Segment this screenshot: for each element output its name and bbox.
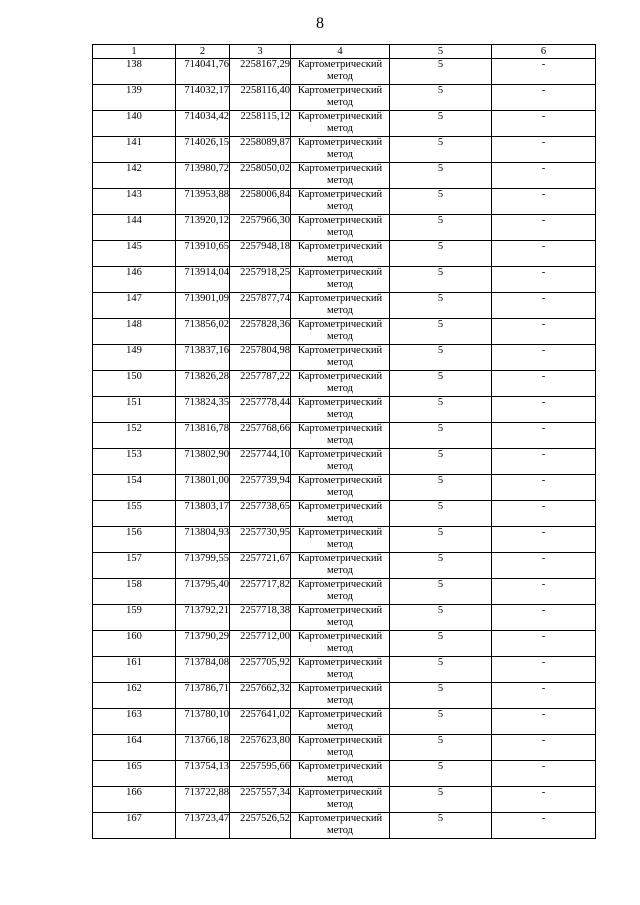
point-number-cell: 157 xyxy=(93,553,176,579)
method-cell: Картометрический метод xyxy=(291,59,390,85)
table-row xyxy=(93,553,596,579)
y-coordinate-cell: 2257787,22 xyxy=(230,371,291,397)
method-cell: Картометрический метод xyxy=(291,449,390,475)
point-number-cell: 138 xyxy=(93,59,176,85)
accuracy-cell: 5 xyxy=(390,761,492,787)
table-row xyxy=(93,761,596,787)
description-cell: - xyxy=(492,657,596,683)
method-cell: Картометрический метод xyxy=(291,631,390,657)
y-coordinate-cell: 2257662,32 xyxy=(230,683,291,709)
method-cell: Картометрический метод xyxy=(291,423,390,449)
description-cell: - xyxy=(492,319,596,345)
accuracy-cell: 5 xyxy=(390,657,492,683)
x-coordinate-cell: 713824,35 xyxy=(176,397,230,423)
accuracy-cell: 5 xyxy=(390,371,492,397)
accuracy-cell: 5 xyxy=(390,709,492,735)
x-coordinate-cell: 713980,72 xyxy=(176,163,230,189)
y-coordinate-cell: 2257595,66 xyxy=(230,761,291,787)
description-cell: - xyxy=(492,241,596,267)
x-coordinate-cell: 713784,08 xyxy=(176,657,230,683)
method-cell: Картометрический метод xyxy=(291,293,390,319)
x-coordinate-cell: 713856,02 xyxy=(176,319,230,345)
accuracy-cell: 5 xyxy=(390,527,492,553)
point-number-cell: 156 xyxy=(93,527,176,553)
method-cell: Картометрический метод xyxy=(291,397,390,423)
method-cell: Картометрический метод xyxy=(291,579,390,605)
method-cell: Картометрический метод xyxy=(291,267,390,293)
table-row xyxy=(93,189,596,215)
y-coordinate-cell: 2257623,80 xyxy=(230,735,291,761)
x-coordinate-cell: 713920,12 xyxy=(176,215,230,241)
point-number-cell: 158 xyxy=(93,579,176,605)
description-cell: - xyxy=(492,163,596,189)
y-coordinate-cell: 2257641,02 xyxy=(230,709,291,735)
accuracy-cell: 5 xyxy=(390,293,492,319)
x-coordinate-cell: 713790,29 xyxy=(176,631,230,657)
y-coordinate-cell: 2257526,52 xyxy=(230,813,291,839)
accuracy-cell: 5 xyxy=(390,553,492,579)
y-coordinate-cell: 2257877,74 xyxy=(230,293,291,319)
point-number-cell: 164 xyxy=(93,735,176,761)
description-cell: - xyxy=(492,59,596,85)
column-header: 5 xyxy=(390,45,492,59)
method-cell: Картометрический метод xyxy=(291,215,390,241)
description-cell: - xyxy=(492,293,596,319)
x-coordinate-cell: 713837,16 xyxy=(176,345,230,371)
column-header: 6 xyxy=(492,45,596,59)
description-cell: - xyxy=(492,85,596,111)
method-cell: Картометрический метод xyxy=(291,85,390,111)
x-coordinate-cell: 713786,71 xyxy=(176,683,230,709)
point-number-cell: 161 xyxy=(93,657,176,683)
point-number-cell: 151 xyxy=(93,397,176,423)
y-coordinate-cell: 2257738,65 xyxy=(230,501,291,527)
table-row xyxy=(93,631,596,657)
point-number-cell: 159 xyxy=(93,605,176,631)
point-number-cell: 166 xyxy=(93,787,176,813)
point-number-cell: 140 xyxy=(93,111,176,137)
description-cell: - xyxy=(492,397,596,423)
y-coordinate-cell: 2257918,25 xyxy=(230,267,291,293)
table-row xyxy=(93,813,596,839)
description-cell: - xyxy=(492,813,596,839)
table-row xyxy=(93,319,596,345)
method-cell: Картометрический метод xyxy=(291,137,390,163)
x-coordinate-cell: 713816,78 xyxy=(176,423,230,449)
x-coordinate-cell: 713795,40 xyxy=(176,579,230,605)
table-row xyxy=(93,579,596,605)
description-cell: - xyxy=(492,215,596,241)
point-number-cell: 163 xyxy=(93,709,176,735)
description-cell: - xyxy=(492,761,596,787)
table-row xyxy=(93,501,596,527)
table-row xyxy=(93,85,596,111)
table-body xyxy=(93,59,596,839)
method-cell: Картометрический метод xyxy=(291,657,390,683)
description-cell: - xyxy=(492,345,596,371)
x-coordinate-cell: 713802,90 xyxy=(176,449,230,475)
accuracy-cell: 5 xyxy=(390,345,492,371)
x-coordinate-cell: 714041,76 xyxy=(176,59,230,85)
table-row xyxy=(93,449,596,475)
page-number: 8 xyxy=(316,15,324,32)
y-coordinate-cell: 2257744,10 xyxy=(230,449,291,475)
x-coordinate-cell: 713780,10 xyxy=(176,709,230,735)
accuracy-cell: 5 xyxy=(390,137,492,163)
accuracy-cell: 5 xyxy=(390,579,492,605)
y-coordinate-cell: 2257718,38 xyxy=(230,605,291,631)
x-coordinate-cell: 713723,47 xyxy=(176,813,230,839)
coordinates-table xyxy=(92,44,596,839)
accuracy-cell: 5 xyxy=(390,683,492,709)
point-number-cell: 147 xyxy=(93,293,176,319)
x-coordinate-cell: 713901,09 xyxy=(176,293,230,319)
x-coordinate-cell: 714034,42 xyxy=(176,111,230,137)
table-row xyxy=(93,241,596,267)
table-row xyxy=(93,345,596,371)
point-number-cell: 149 xyxy=(93,345,176,371)
x-coordinate-cell: 713803,17 xyxy=(176,501,230,527)
table-row xyxy=(93,293,596,319)
x-coordinate-cell: 713799,55 xyxy=(176,553,230,579)
accuracy-cell: 5 xyxy=(390,59,492,85)
accuracy-cell: 5 xyxy=(390,85,492,111)
description-cell: - xyxy=(492,267,596,293)
table-row xyxy=(93,137,596,163)
y-coordinate-cell: 2258050,02 xyxy=(230,163,291,189)
method-cell: Картометрический метод xyxy=(291,605,390,631)
point-number-cell: 153 xyxy=(93,449,176,475)
description-cell: - xyxy=(492,579,596,605)
table-row xyxy=(93,657,596,683)
x-coordinate-cell: 714032,17 xyxy=(176,85,230,111)
accuracy-cell: 5 xyxy=(390,631,492,657)
y-coordinate-cell: 2257828,36 xyxy=(230,319,291,345)
y-coordinate-cell: 2257739,94 xyxy=(230,475,291,501)
method-cell: Картометрический метод xyxy=(291,501,390,527)
table-row xyxy=(93,371,596,397)
table-row xyxy=(93,709,596,735)
table-row xyxy=(93,605,596,631)
accuracy-cell: 5 xyxy=(390,111,492,137)
description-cell: - xyxy=(492,475,596,501)
point-number-cell: 155 xyxy=(93,501,176,527)
description-cell: - xyxy=(492,501,596,527)
y-coordinate-cell: 2258006,84 xyxy=(230,189,291,215)
method-cell: Картометрический метод xyxy=(291,761,390,787)
table-row xyxy=(93,475,596,501)
y-coordinate-cell: 2257557,34 xyxy=(230,787,291,813)
point-number-cell: 146 xyxy=(93,267,176,293)
table-row xyxy=(93,735,596,761)
method-cell: Картометрический метод xyxy=(291,475,390,501)
y-coordinate-cell: 2257712,00 xyxy=(230,631,291,657)
table-row xyxy=(93,163,596,189)
table-row xyxy=(93,267,596,293)
method-cell: Картометрический метод xyxy=(291,371,390,397)
description-cell: - xyxy=(492,709,596,735)
x-coordinate-cell: 713910,65 xyxy=(176,241,230,267)
accuracy-cell: 5 xyxy=(390,423,492,449)
column-header: 1 xyxy=(93,45,176,59)
method-cell: Картометрический метод xyxy=(291,189,390,215)
table-row xyxy=(93,111,596,137)
method-cell: Картометрический метод xyxy=(291,319,390,345)
y-coordinate-cell: 2258115,12 xyxy=(230,111,291,137)
description-cell: - xyxy=(492,137,596,163)
accuracy-cell: 5 xyxy=(390,501,492,527)
x-coordinate-cell: 713804,93 xyxy=(176,527,230,553)
x-coordinate-cell: 713766,18 xyxy=(176,735,230,761)
description-cell: - xyxy=(492,423,596,449)
point-number-cell: 143 xyxy=(93,189,176,215)
method-cell: Картометрический метод xyxy=(291,163,390,189)
y-coordinate-cell: 2257730,95 xyxy=(230,527,291,553)
method-cell: Картометрический метод xyxy=(291,553,390,579)
y-coordinate-cell: 2257804,98 xyxy=(230,345,291,371)
header-row xyxy=(93,45,596,59)
description-cell: - xyxy=(492,371,596,397)
table-row xyxy=(93,59,596,85)
method-cell: Картометрический метод xyxy=(291,709,390,735)
point-number-cell: 152 xyxy=(93,423,176,449)
point-number-cell: 167 xyxy=(93,813,176,839)
description-cell: - xyxy=(492,449,596,475)
accuracy-cell: 5 xyxy=(390,319,492,345)
description-cell: - xyxy=(492,553,596,579)
table-row xyxy=(93,423,596,449)
y-coordinate-cell: 2257768,66 xyxy=(230,423,291,449)
description-cell: - xyxy=(492,735,596,761)
x-coordinate-cell: 713953,88 xyxy=(176,189,230,215)
x-coordinate-cell: 713754,13 xyxy=(176,761,230,787)
y-coordinate-cell: 2258167,29 xyxy=(230,59,291,85)
y-coordinate-cell: 2257948,18 xyxy=(230,241,291,267)
accuracy-cell: 5 xyxy=(390,215,492,241)
method-cell: Картометрический метод xyxy=(291,345,390,371)
description-cell: - xyxy=(492,527,596,553)
accuracy-cell: 5 xyxy=(390,163,492,189)
y-coordinate-cell: 2257705,92 xyxy=(230,657,291,683)
y-coordinate-cell: 2258089,87 xyxy=(230,137,291,163)
x-coordinate-cell: 713914,04 xyxy=(176,267,230,293)
accuracy-cell: 5 xyxy=(390,189,492,215)
accuracy-cell: 5 xyxy=(390,735,492,761)
point-number-cell: 145 xyxy=(93,241,176,267)
description-cell: - xyxy=(492,631,596,657)
accuracy-cell: 5 xyxy=(390,241,492,267)
column-header: 2 xyxy=(176,45,230,59)
y-coordinate-cell: 2257778,44 xyxy=(230,397,291,423)
accuracy-cell: 5 xyxy=(390,397,492,423)
accuracy-cell: 5 xyxy=(390,267,492,293)
accuracy-cell: 5 xyxy=(390,605,492,631)
description-cell: - xyxy=(492,111,596,137)
y-coordinate-cell: 2258116,40 xyxy=(230,85,291,111)
table-row xyxy=(93,527,596,553)
method-cell: Картометрический метод xyxy=(291,683,390,709)
method-cell: Картометрический метод xyxy=(291,813,390,839)
point-number-cell: 139 xyxy=(93,85,176,111)
method-cell: Картометрический метод xyxy=(291,111,390,137)
point-number-cell: 141 xyxy=(93,137,176,163)
accuracy-cell: 5 xyxy=(390,475,492,501)
method-cell: Картометрический метод xyxy=(291,241,390,267)
point-number-cell: 144 xyxy=(93,215,176,241)
point-number-cell: 148 xyxy=(93,319,176,345)
accuracy-cell: 5 xyxy=(390,787,492,813)
description-cell: - xyxy=(492,787,596,813)
point-number-cell: 154 xyxy=(93,475,176,501)
point-number-cell: 160 xyxy=(93,631,176,657)
accuracy-cell: 5 xyxy=(390,813,492,839)
method-cell: Картометрический метод xyxy=(291,527,390,553)
point-number-cell: 150 xyxy=(93,371,176,397)
method-cell: Картометрический метод xyxy=(291,787,390,813)
x-coordinate-cell: 713826,28 xyxy=(176,371,230,397)
y-coordinate-cell: 2257966,30 xyxy=(230,215,291,241)
x-coordinate-cell: 713801,00 xyxy=(176,475,230,501)
accuracy-cell: 5 xyxy=(390,449,492,475)
method-cell: Картометрический метод xyxy=(291,735,390,761)
point-number-cell: 165 xyxy=(93,761,176,787)
x-coordinate-cell: 713792,21 xyxy=(176,605,230,631)
description-cell: - xyxy=(492,605,596,631)
column-header: 4 xyxy=(291,45,390,59)
x-coordinate-cell: 713722,88 xyxy=(176,787,230,813)
x-coordinate-cell: 714026,15 xyxy=(176,137,230,163)
description-cell: - xyxy=(492,683,596,709)
table-row xyxy=(93,215,596,241)
table-row xyxy=(93,683,596,709)
description-cell: - xyxy=(492,189,596,215)
table-row xyxy=(93,397,596,423)
point-number-cell: 142 xyxy=(93,163,176,189)
y-coordinate-cell: 2257721,67 xyxy=(230,553,291,579)
table-row xyxy=(93,787,596,813)
column-header: 3 xyxy=(230,45,291,59)
point-number-cell: 162 xyxy=(93,683,176,709)
y-coordinate-cell: 2257717,82 xyxy=(230,579,291,605)
